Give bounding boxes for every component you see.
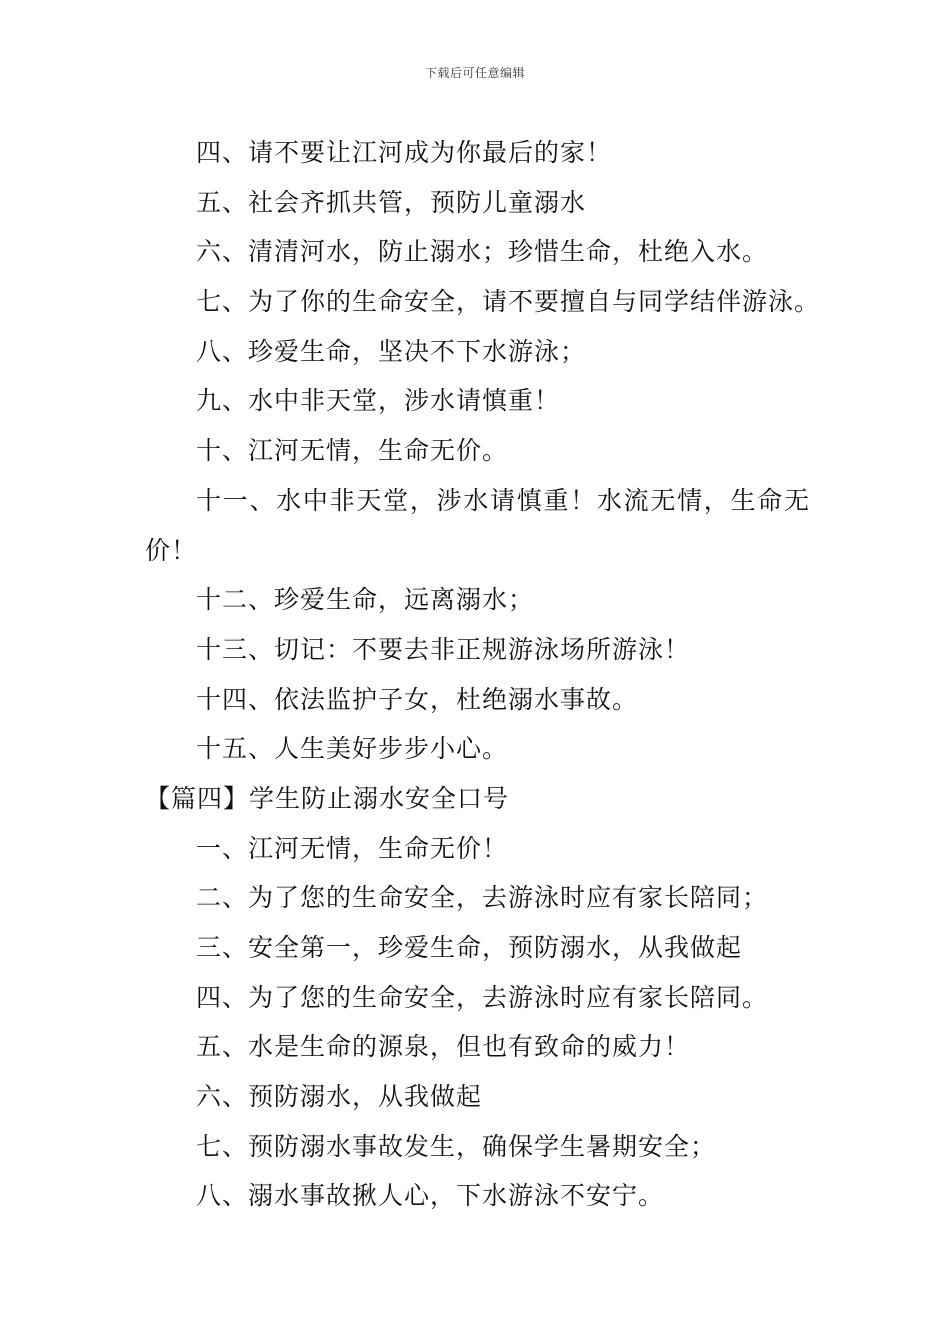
slogan-line-wrapped: 十一、水中非天堂，涉水请慎重！水流无情，生命无价！ [145,485,810,565]
slogan-line: 三、安全第一，珍爱生命，预防溺水，从我做起 [196,933,743,963]
document-body [145,128,821,1221]
slogan-line: 十三、切记：不要去非正规游泳场所游泳！ [196,634,691,664]
slogan-line: 六、清清河水，防止溺水；珍惜生命，杜绝入水。 [196,237,769,267]
slogan-line: 六、预防溺水，从我做起 [196,1082,483,1112]
slogan-line: 七、预防溺水事故发生，确保学生暑期安全； [196,1131,717,1161]
slogan-line: 十四、依法监护子女，杜绝溺水事故。 [196,684,639,714]
slogan-line: 十、江河无情，生命无价。 [196,436,509,466]
slogan-line: 八、溺水事故揪人心，下水游泳不安宁。 [196,1181,665,1211]
section-heading: 【篇四】学生防止溺水安全口号 [145,783,510,813]
slogan-line: 八、珍爱生命，坚决不下水游泳； [196,336,587,366]
slogan-line: 四、请不要让江河成为你最后的家！ [196,138,613,167]
slogan-line: 十二、珍爱生命，远离溺水； [196,585,535,615]
page-header: 下载后可任意编辑 [424,66,525,80]
slogan-line: 五、社会齐抓共管，预防儿童溺水 [196,187,587,217]
slogan-line: 一、江河无情，生命无价！ [196,833,509,863]
slogan-line: 二、为了您的生命安全，去游泳时应有家长陪同； [196,883,769,913]
slogan-line: 十五、人生美好步步小心。 [196,734,509,764]
slogan-line: 七、为了你的生命安全，请不要擅自与同学结伴游泳。 [196,287,821,317]
slogan-line: 九、水中非天堂，涉水请慎重！ [196,386,561,416]
slogan-line: 四、为了您的生命安全，去游泳时应有家长陪同。 [196,982,769,1012]
slogan-line: 五、水是生命的源泉，但也有致命的威力！ [196,1032,691,1062]
